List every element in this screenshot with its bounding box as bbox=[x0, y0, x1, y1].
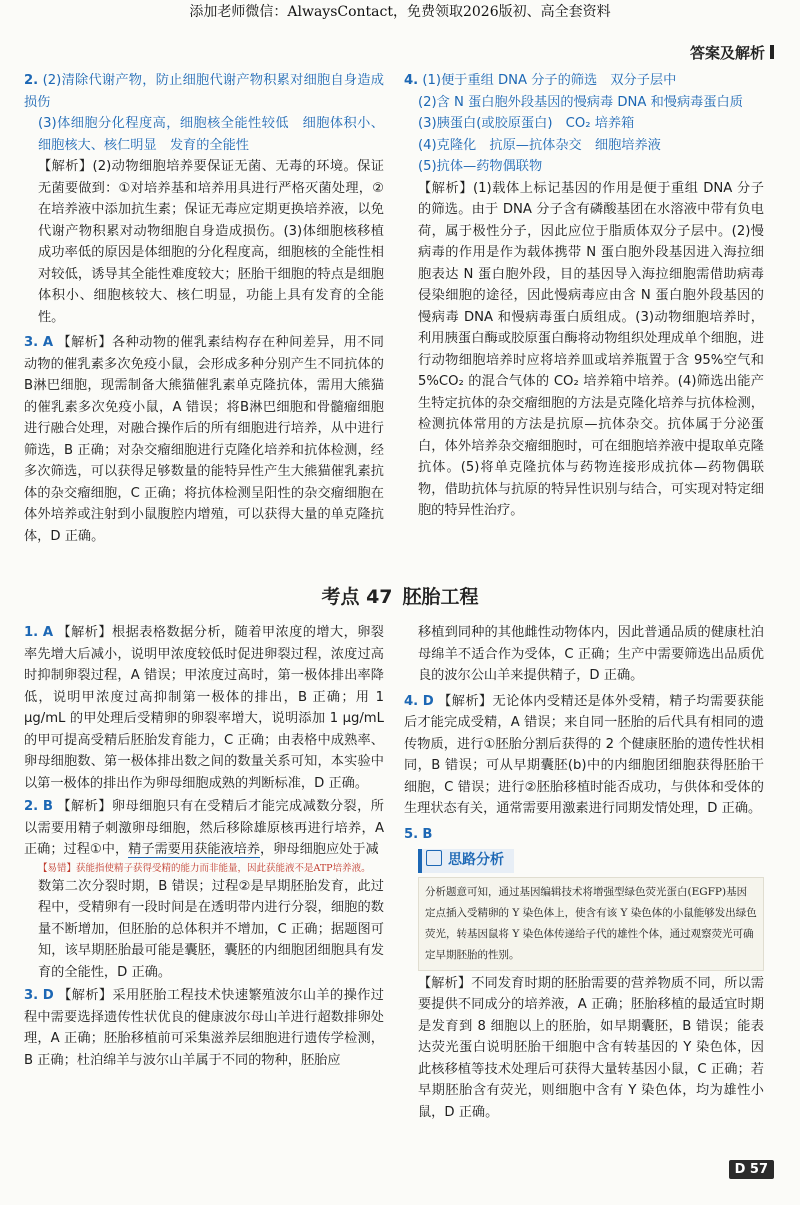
q5-explanation: 【解析】不同发育时期的胚胎需要的营养物质不同，所以需要提供不同成分的培养液，A 正确；胚胎移植的最适宜时期是发育到 8 细胞以上的胚胎，如早期囊胚，B 错误；能表达荧光蛋白说明胚胎干细胞中含有转基因的 Y 染色体，因此核移植等技术处理后可获得大量转基因小鼠，C 正确；若早期胚胎含有荧光，则细胞中含有 Y 染色体，均为雄性小鼠，D 正确。 bbox=[418, 975, 764, 1120]
question-number: 3. bbox=[24, 335, 39, 350]
q4-answer-3: (3)胰蛋白(或胶原蛋白) CO₂ 培养箱 bbox=[418, 116, 635, 131]
q2-explanation-cont: 数第二次分裂时期，B 错误；过程②是早期胚胎发育，此过程中，受精卵有一段时间是在透明带内进行分裂，细胞的数量不断增加，但胚胎的总体积并不增加，C 正确；据题图可知，该早期胚胎最可能是囊胚，囊胚的内细胞团细胞具有发育的全能性，D 正确。 bbox=[38, 878, 384, 980]
q2-explanation-bottom bbox=[24, 796, 384, 861]
question-number: 3. bbox=[24, 988, 39, 1003]
q3-continued: 移植到同种的其他雌性动物体内，因此普通品质的健康杜泊母绵羊不适合作为受体，C 正确；生产中需要筛选出品质优良的波尔公山羊来提供精子，D 正确。 bbox=[418, 625, 764, 683]
question-number: 5. bbox=[404, 826, 419, 842]
header-bar-icon bbox=[770, 45, 774, 59]
q2-explanation: 【解析】(2)动物细胞培养要保证无菌、无毒的环境。保证无菌要做到：①对培养基和培养用具进行严格灭菌处理，②在培养液中添加抗生素；保证无毒应定期更换培养液，以免代谢产物积累对动物细胞自身造成损伤。(3)体细胞核移植成功率低的原因是体细胞的分化程度高，细胞核的全能性相对较低，诱导其全能性难度较大；胚胎干细胞的特点是细胞体积小、细胞核较大、核仁明显，功能上具有发育的全能性。 bbox=[38, 159, 384, 325]
question-number: 1. bbox=[24, 625, 39, 640]
analysis-section bbox=[404, 845, 764, 971]
q4-answer-2: (2)含 N 蛋白胞外段基因的慢病毒 DNA 和慢病毒蛋白质 bbox=[418, 94, 743, 110]
analysis-icon bbox=[426, 850, 442, 866]
q4-explanation: 【解析】(1)载体上标记基因的作用是便于重组 DNA 分子的筛选。由于 DNA 分子含有磷酸基团在水溶液中带有负电荷，属于极性分子，因此应位于脂质体双分子层中。(2)慢病毒的作用是作为载体携带 N 蛋白胞外段基因进入海拉细胞表达 N 蛋白胞外段，目的基因导入海拉细胞需借助病毒侵染细胞的途径，因此慢病毒应由含 N 蛋白胞外段基因的慢病毒 DNA 和慢病毒蛋白质组成。(3)动物细胞培养时，利用胰蛋白酶或胶原蛋白酶将动物组织处理成单个细胞，进行动物细胞培养时应将培养皿或培养瓶置于含 95%空气和 5%CO₂ 的混合气体的 CO₂ 培养箱中培养。(4)筛选出能产生特定抗体的杂交瘤细胞的方法是克隆化培养与抗体检测，检测抗体常用的方法是抗原—抗体杂交。抗体属于分泌蛋白，体外培养杂交瘤细胞时，可在细胞培养液中提取单克隆抗体。(5)将单克隆抗体与药物连接形成抗体—药物偶联物，借助抗体与抗原的特异性识别与结合，可实现对特定细胞的特异性治疗。 bbox=[418, 180, 764, 518]
q2-answer-3: (3)体细胞分化程度高，细胞核全能性较低 细胞体积小、细胞核大、核仁明显 发育的全能性 bbox=[38, 116, 384, 153]
q4-answer-1 bbox=[404, 70, 764, 92]
answer-text: (1)便于重组 DNA 分子的筛选 双分子层中 bbox=[422, 73, 677, 88]
promo-banner: 添加老师微信：AlwaysContact，免费领取2026版初、高全套资料 bbox=[189, 4, 611, 20]
explanation-text: 【解析】采用胚胎工程技术快速繁殖波尔山羊的操作过程中需要选择遗传性状优良的健康波尔母山羊进行超数排卵处理，A 正确；胚胎移植前可采集滋养层细胞进行遗传学检测，B 正确；杜泊绵羊与波尔山羊属于不同的物种，胚胎应 bbox=[24, 988, 384, 1068]
section-header bbox=[690, 42, 774, 63]
page-number: D 57 bbox=[729, 1160, 774, 1179]
answer-letter: A bbox=[42, 625, 54, 640]
section-title bbox=[0, 582, 800, 609]
explanation-text: 【解析】各种动物的催乳素结构存在种间差异，用不同动物的催乳素多次免疫小鼠，会形成多种分别产生不同抗体的B淋巴细胞，现需制备大熊猫催乳素单克隆抗体，需用大熊猫的催乳素多次免疫小鼠，A 错误；将B淋巴细胞和骨髓瘤细胞进行融合处理，对融合操作后的所有细胞进行培养，从中进行筛选，B 正确；对杂交瘤细胞进行克隆化培养和抗体检测，经多次筛选，可以获得足够数量的能特异性产生大熊猫催乳素抗体的杂交瘤细胞，C 正确；将抗体检测呈阳性的杂交瘤细胞在体外培养或注射到小鼠腹腔内增殖，可以获得大量的单克隆抗体，D 正确。 bbox=[24, 335, 384, 544]
q5-answer bbox=[404, 824, 764, 846]
underlined-text: 精子需要用获能液培养 bbox=[128, 842, 261, 857]
explanation-text: 【解析】根据表格数据分析，随着甲浓度的增大，卵裂率先增大后减小，说明甲浓度较低时促进卵裂过程，浓度过高时抑制卵裂过程，A 错误；甲浓度过高时，第一极体排出率降低，说明甲浓度过高抑制第一极体的排出，B 正确；用 1 μg/mL 的甲处理后受精卵的卵裂率增大，说明添加 1 μg/mL 的甲可提高受精后胚胎发育能力，C 正确；由表格中成熟率、卵母细胞数、第一极体排出数之间的数量关系可知，本实验中以第一极体的排出作为卵母细胞成熟的判断标准，D 正确。 bbox=[24, 625, 384, 791]
question-number: 2. bbox=[24, 799, 39, 814]
q4-answer-4: (4)克隆化 抗原—抗体杂交 细胞培养液 bbox=[418, 137, 661, 153]
question-number: 4. bbox=[404, 73, 419, 88]
answer-letter: D bbox=[42, 988, 54, 1003]
q3-explanation-bottom bbox=[24, 985, 384, 1071]
analysis-tag bbox=[418, 849, 514, 873]
kaodian-name: 胚胎工程 bbox=[402, 586, 479, 608]
q4-answer-5: (5)抗体—药物偶联物 bbox=[418, 159, 543, 174]
answer-letter: B bbox=[42, 799, 53, 814]
answer-text: (2)清除代谢产物，防止细胞代谢产物积累对细胞自身造成损伤 bbox=[24, 73, 384, 110]
kaodian-number: 考点 47 bbox=[321, 586, 393, 608]
q4-explanation-bottom bbox=[404, 691, 764, 820]
header-label: 答案及解析 bbox=[689, 44, 765, 62]
right-column-top bbox=[404, 70, 764, 522]
q3-explanation bbox=[24, 332, 384, 547]
answer-letter: A bbox=[42, 335, 54, 350]
explanation-text: ，卵母细胞应处于减 bbox=[260, 842, 379, 857]
q1-explanation bbox=[24, 622, 384, 794]
explanation-text: 【解析】无论体内受精还是体外受精，精子均需要获能后才能完成受精，A 错误；来自同一胚胎的后代具有相同的遗传物质，进行①胚胎分割后获得的 2 个健康胚胎的遗传性状相同，B 错误；可从早期囊胚(b)中的内细胞团细胞获得胚胎干细胞，C 错误；进行②胚胎移植时能否成功，与供体和受体的生理状态有关，通常需要用激素进行同期发情处理，D 正确。 bbox=[404, 693, 764, 816]
answer-letter: D bbox=[422, 693, 434, 709]
left-column-bottom bbox=[24, 622, 384, 1071]
left-column-top bbox=[24, 70, 384, 547]
q2-answer bbox=[24, 70, 384, 113]
question-number: 2. bbox=[24, 73, 39, 88]
question-number: 4. bbox=[404, 693, 419, 709]
analysis-box: 分析题意可知，通过基因编辑技术将增强型绿色荧光蛋白(EGFP)基因定点插入受精卵的 Y 染色体上，使含有该 Y 染色体的小鼠能够发出绿色荧光，转基因鼠将 Y 染色体传递给子代的雄性个体，通过观察荧光可确定早期胚胎的性别。 bbox=[418, 877, 764, 971]
explanation-text: 【解析】卵母细胞只有在受精后才能完成减数分裂，所以需要用精子刺激卵母细胞，然后移除雄原核再进行培养，A 正确；过程①中， bbox=[24, 799, 384, 857]
error-note: 【易错】获能指使精子获得受精的能力而非能量，因此获能液不是ATP培养液。 bbox=[38, 862, 371, 874]
right-column-bottom bbox=[404, 622, 764, 1123]
answer-letter: B bbox=[422, 826, 433, 842]
analysis-tag-label: 思路分析 bbox=[448, 852, 504, 868]
